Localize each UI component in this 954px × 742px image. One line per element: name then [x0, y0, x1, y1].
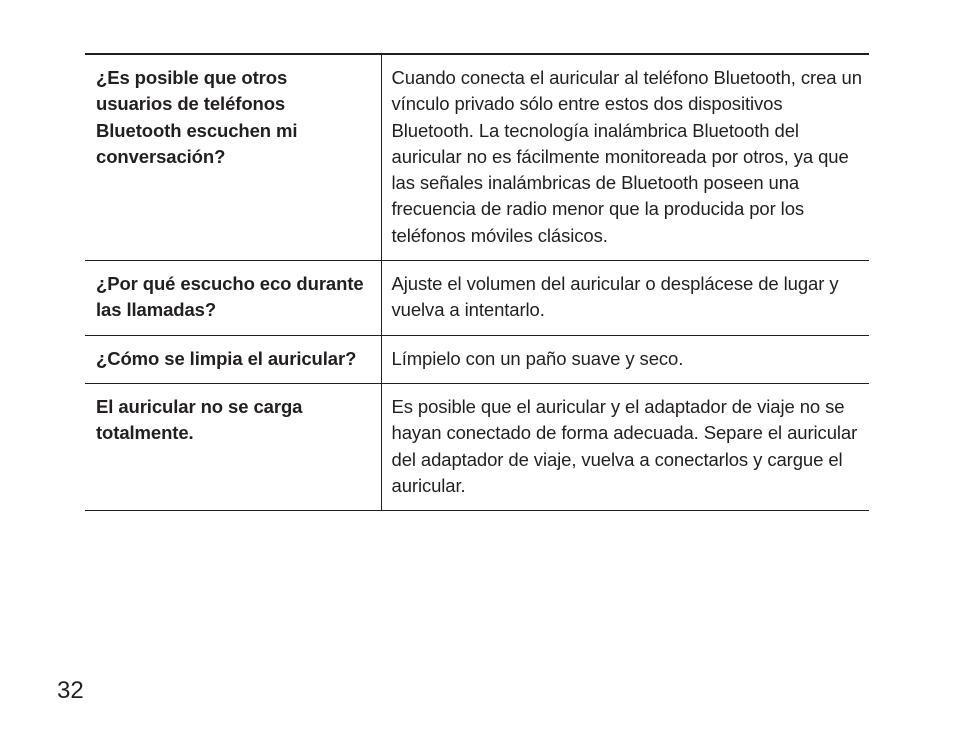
faq-row: [85, 335, 869, 383]
faq-answer: Es posible que el auricular y el adaptador de viaje no se hayan conectado de forma adecuada. Separe el auricular del adaptador de viaje, vuelva a conectarlos y cargue el auricular.: [391, 395, 858, 496]
faq-answer: Cuando conecta el auricular al teléfono Bluetooth, crea un vínculo privado sólo entre estos dos dispositivos Bluetooth. La tecnología inalámbrica Bluetooth del auricular no es fácilmente monitoreada por otros, ya que las señales inalámbricas de Bluetooth poseen una frecuencia de radio menor que la producida por los teléfonos móviles clásicos.: [391, 67, 862, 246]
faq-question: ¿Cómo se limpia el auricular?: [85, 335, 381, 383]
faq-row: [85, 54, 869, 261]
faq-question: ¿Es posible que otros usuarios de teléfonos Bluetooth escuchen mi conversación?: [85, 54, 381, 261]
faq-answer: Límpielo con un paño suave y seco.: [391, 347, 684, 369]
faq-row: [85, 261, 869, 336]
faq-table: [85, 53, 869, 511]
faq-question: ¿Por qué escucho eco durante las llamadas?: [85, 261, 381, 336]
page-number: 32: [57, 677, 84, 704]
faq-question: El auricular no se carga totalmente.: [85, 383, 381, 510]
faq-answer: Ajuste el volumen del auricular o desplácese de lugar y vuelva a intentarlo.: [391, 273, 839, 321]
faq-row: [85, 383, 869, 510]
